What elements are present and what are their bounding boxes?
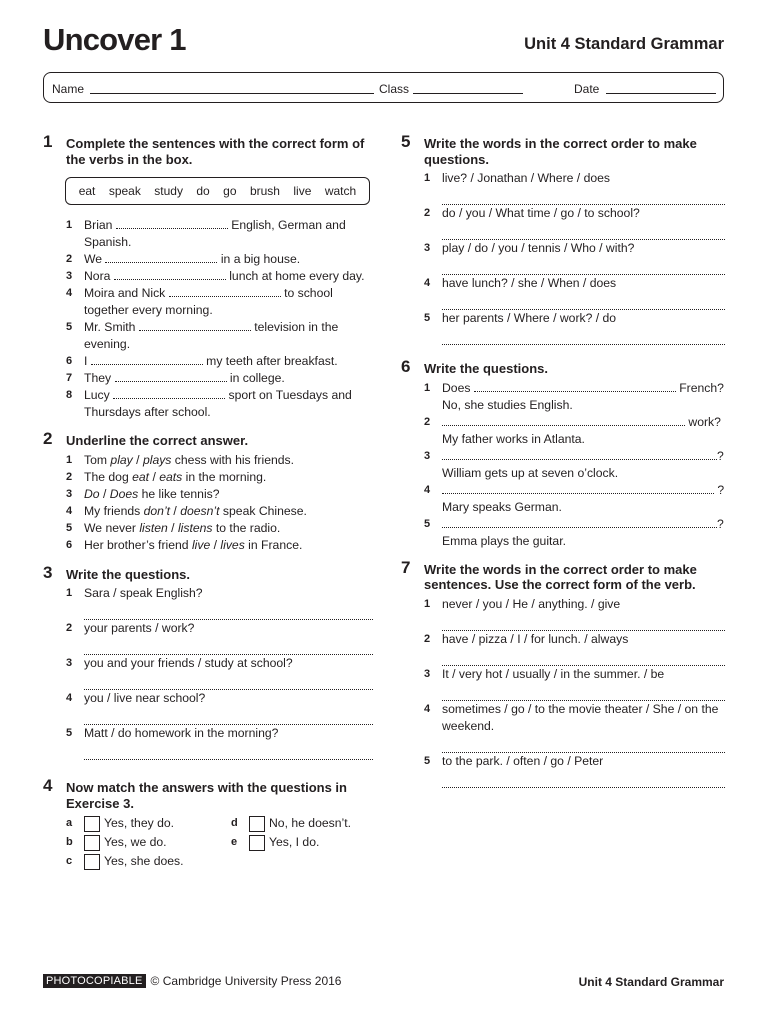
option-text: Yes, they do. [104, 816, 175, 830]
item-text: he like tennis? [138, 486, 220, 501]
item-text: Her brother’s friend [84, 537, 192, 552]
list-item [66, 251, 373, 268]
unit-title: Unit 4 Standard Grammar [524, 35, 724, 53]
answer-blank[interactable] [442, 519, 717, 528]
item-start: Lucy [84, 388, 110, 402]
list-item [424, 631, 725, 666]
answer-blank[interactable] [113, 390, 225, 399]
answer-checkbox[interactable] [249, 816, 265, 832]
list-item [424, 701, 725, 753]
exercise-instruction: Write the questions. [66, 566, 190, 582]
item-end: ? [717, 516, 724, 531]
item-end: television in the evening. [84, 320, 339, 351]
item-start: Mr. Smith [84, 320, 136, 334]
item-number: 3 [66, 657, 73, 669]
footer-unit-title: Unit 4 Standard Grammar [578, 975, 724, 989]
list-item [66, 387, 373, 421]
item-prompt: your parents / work? [84, 621, 195, 635]
answer-line[interactable] [442, 613, 725, 631]
item-number: 1 [66, 453, 73, 466]
answer-line[interactable] [442, 735, 725, 753]
item-number: 3 [424, 667, 431, 680]
item-text: in France. [244, 537, 303, 552]
list-item [66, 268, 373, 285]
exercise-number: 1 [43, 132, 53, 151]
given-answer: My father works in Atlanta. [442, 431, 585, 446]
answer-blank[interactable] [442, 417, 685, 426]
item-text: The dog [84, 469, 133, 484]
list-item [66, 690, 373, 725]
word: study [154, 184, 183, 198]
answer-blank[interactable] [139, 322, 251, 331]
item-text: in the morning. [182, 469, 267, 484]
list-item [66, 585, 373, 620]
list-item [424, 414, 725, 448]
item-number: 1 [424, 597, 431, 610]
item-number: 3 [424, 449, 431, 462]
answer-line[interactable] [442, 257, 725, 275]
item-number: 5 [424, 517, 431, 530]
list-item [66, 353, 373, 370]
right-column [401, 132, 725, 788]
item-number: 2 [66, 622, 73, 634]
list-item: 5 We never listen / listens to the radio. [66, 520, 281, 535]
exercise-number: 7 [401, 557, 411, 577]
option-text: Yes, I do. [269, 835, 320, 849]
list-item [66, 217, 373, 251]
item-prompt: sometimes / go / to the movie theater / She / on the weekend. [442, 701, 719, 733]
answer-line[interactable] [84, 602, 373, 620]
item-end: work? [688, 414, 721, 429]
item-prompt: have lunch? / she / When / does [442, 276, 617, 290]
item-start: Moira and Nick [84, 286, 166, 300]
word: do [196, 184, 210, 198]
logo: Uncover 1 [43, 22, 186, 57]
item-end: English, German and Spanish. [84, 218, 346, 249]
item-end: French? [679, 380, 724, 395]
item-number: 4 [66, 287, 73, 299]
item-start: Brian [84, 218, 113, 232]
exercise-5 [401, 132, 725, 345]
item-number: 7 [66, 372, 73, 384]
item-prompt: It / very hot / usually / in the summer. / be [442, 666, 665, 681]
exercise-instruction: Write the words in the correct order to make sentences. Use the correct form of the verb. [424, 561, 697, 592]
item-start: Nora [84, 269, 111, 283]
item-end: sport on Tuesdays and Thursdays after school. [84, 388, 352, 419]
item-number: 5 [424, 754, 431, 767]
item-list [66, 217, 373, 421]
exercise-2 [43, 429, 373, 554]
option-letter: e [231, 836, 238, 848]
list-item [424, 275, 725, 310]
answer-blank[interactable] [442, 485, 714, 494]
item-number: 2 [424, 207, 431, 219]
item-prompt: you and your friends / study at school? [84, 656, 293, 670]
option-a[interactable]: listen [139, 520, 168, 535]
exercise-instruction: Now match the answers with the questions in Exercise 3. [66, 780, 347, 811]
item-start: They [84, 371, 112, 385]
item-number: 5 [424, 312, 431, 324]
photocopiable-badge: PHOTOCOPIABLE [43, 974, 146, 988]
exercise-6 [401, 357, 725, 550]
answer-blank[interactable] [474, 383, 676, 392]
item-list [424, 170, 725, 345]
item-number: 1 [424, 381, 431, 394]
list-item [66, 319, 373, 353]
item-prompt: have / pizza / I / for lunch. / always [442, 631, 629, 646]
item-number: 2 [66, 470, 73, 483]
option-b[interactable]: plays [142, 452, 172, 467]
list-item [424, 205, 725, 240]
option-letter: d [231, 817, 238, 829]
item-number: 3 [66, 270, 73, 282]
class-field[interactable] [413, 93, 523, 94]
item-number: 3 [66, 487, 73, 500]
option-a[interactable]: eat [132, 469, 150, 484]
answer-line[interactable] [84, 707, 373, 725]
list-item [424, 753, 725, 788]
list-item: 6 Her brother’s friend live / lives in France. [66, 537, 303, 552]
exercise-7 [401, 557, 725, 788]
option-text: Yes, we do. [104, 835, 167, 849]
answer-line[interactable] [442, 683, 725, 701]
answer-blank[interactable] [116, 220, 228, 229]
option-a[interactable]: play [110, 452, 133, 467]
word: go [223, 184, 237, 198]
list-item [66, 655, 373, 690]
answer-checkbox[interactable] [84, 854, 100, 870]
option-text: Yes, she does. [104, 854, 184, 868]
list-item [66, 725, 373, 760]
word-box [65, 177, 370, 205]
answer-blank[interactable] [91, 356, 203, 365]
list-item [424, 448, 725, 482]
item-prompt: live? / Jonathan / Where / does [442, 171, 611, 185]
exercise-number: 2 [43, 429, 53, 448]
match-option [231, 815, 381, 832]
item-number: 1 [66, 219, 73, 231]
item-number: 4 [66, 692, 73, 704]
list-item: 2 The dog eat / eats in the morning. [66, 469, 267, 484]
option-text: No, he doesn’t. [269, 816, 351, 830]
match-option [66, 834, 231, 851]
date-label: Date [574, 82, 600, 96]
option-a[interactable]: Do [84, 486, 100, 501]
answer-line[interactable] [84, 672, 373, 690]
item-start: Does [442, 380, 471, 395]
answer-checkbox[interactable] [84, 816, 100, 832]
answer-line[interactable] [84, 637, 373, 655]
answer-line[interactable] [442, 222, 725, 240]
option-b[interactable]: listens [177, 520, 213, 535]
item-start: I [84, 354, 88, 368]
exercise-instruction: Complete the sentences with the correct form of the verbs in the box. [66, 136, 365, 167]
item-list [424, 596, 725, 788]
option-a[interactable]: don’t [143, 503, 171, 518]
item-prompt: do / you / What time / go / to school? [442, 206, 640, 220]
item-list [66, 585, 373, 760]
name-label: Name [52, 82, 85, 96]
name-field[interactable] [90, 93, 374, 94]
student-info-bar [43, 72, 724, 103]
item-prompt: never / you / He / anything. / give [442, 596, 621, 611]
exercise-number: 5 [401, 132, 411, 151]
date-field[interactable] [606, 93, 716, 94]
item-number: 2 [424, 632, 431, 645]
item-number: 6 [66, 538, 73, 551]
list-item: 3 Do / Does he like tennis? [66, 486, 220, 501]
item-end: to school together every morning. [84, 286, 333, 317]
item-text: to the radio. [212, 520, 281, 535]
item-number: 1 [66, 587, 73, 599]
item-end: ? [717, 448, 724, 463]
item-text: speak Chinese. [219, 503, 307, 518]
exercise-instruction: Write the words in the correct order to make questions. [424, 136, 697, 167]
list-item [424, 482, 725, 516]
answer-line[interactable] [84, 742, 373, 760]
answer-checkbox[interactable] [249, 835, 265, 851]
copyright: © Cambridge University Press 2016 [150, 974, 342, 988]
item-number: 5 [66, 521, 73, 534]
option-a[interactable]: live [191, 537, 211, 552]
answer-blank[interactable] [442, 451, 717, 460]
item-prompt: Sara / speak English? [84, 586, 203, 600]
exercise-1 [43, 132, 373, 421]
match-option [66, 815, 231, 832]
item-number: 4 [424, 483, 431, 496]
item-text: We never [84, 520, 140, 535]
word: speak [108, 184, 141, 198]
item-text: chess with his friends. [171, 452, 295, 467]
exercise-4 [43, 776, 373, 870]
item-number: 5 [66, 321, 73, 333]
exercise-instruction: Underline the correct answer. [66, 433, 249, 448]
list-item [424, 380, 725, 414]
option-b[interactable]: lives [220, 537, 245, 552]
answer-blank[interactable] [114, 271, 226, 280]
word: eat [78, 184, 96, 198]
answer-line[interactable] [442, 648, 725, 666]
item-prompt: her parents / Where / work? / do [442, 311, 617, 325]
given-answer: Mary speaks German. [442, 499, 562, 514]
list-item [66, 620, 373, 655]
answer-blank[interactable] [169, 288, 281, 297]
answer-line[interactable] [442, 770, 725, 788]
given-answer: No, she studies English. [442, 397, 573, 412]
item-number: 4 [424, 277, 431, 289]
exercise-3 [43, 562, 373, 761]
option-letter: a [66, 817, 73, 829]
item-number: 8 [66, 389, 73, 401]
option-letter: b [66, 836, 73, 848]
list-item [66, 370, 373, 387]
item-number: 2 [424, 415, 431, 428]
exercise-number: 6 [401, 357, 411, 376]
item-prompt: Matt / do homework in the morning? [84, 726, 279, 740]
option-b[interactable]: Does [109, 486, 139, 501]
item-number: 2 [66, 253, 73, 265]
exercise-number: 3 [43, 562, 53, 582]
left-column [43, 132, 373, 870]
item-number: 1 [424, 172, 431, 184]
item-end: in college. [229, 371, 285, 385]
item-end: my teeth after breakfast. [206, 354, 338, 368]
item-end: lunch at home every day. [229, 269, 365, 283]
exercise-instruction: Write the questions. [424, 361, 548, 376]
exercise-number: 4 [43, 776, 53, 795]
item-number: 3 [424, 242, 431, 254]
match-grid [66, 815, 373, 870]
item-text: Tom [84, 452, 111, 467]
match-option [66, 853, 231, 870]
list-item [424, 240, 725, 275]
word: brush [249, 184, 280, 198]
list-item: 4 My friends don’t / doesn’t speak Chinese. [66, 503, 307, 518]
list-item: 1 Tom play / plays chess with his friends. [66, 452, 295, 467]
option-b[interactable]: doesn’t [180, 503, 220, 518]
answer-line[interactable] [442, 327, 725, 345]
answer-blank[interactable] [115, 373, 227, 382]
item-list [424, 380, 725, 550]
answer-checkbox[interactable] [84, 835, 100, 851]
item-list [66, 452, 373, 554]
answer-line[interactable] [442, 187, 725, 205]
list-item [424, 310, 725, 345]
word: live [293, 184, 312, 198]
item-start: We [84, 252, 103, 266]
item-number: 5 [66, 727, 73, 739]
item-text: My friends [84, 503, 144, 518]
answer-blank[interactable] [105, 254, 217, 263]
item-number: 6 [66, 355, 73, 367]
list-item [424, 666, 725, 701]
word: watch [324, 184, 357, 198]
given-answer: Emma plays the guitar. [442, 533, 566, 548]
footer-left [43, 974, 341, 988]
item-number: 4 [66, 504, 73, 517]
item-end: ? [717, 482, 725, 497]
option-b[interactable]: eats [159, 469, 183, 484]
given-answer: William gets up at seven o’clock. [442, 465, 619, 480]
item-end: in a big house. [220, 252, 301, 266]
list-item [424, 170, 725, 205]
item-prompt: play / do / you / tennis / Who / with? [442, 241, 635, 255]
match-option [231, 834, 381, 851]
answer-line[interactable] [442, 292, 725, 310]
item-prompt: to the park. / often / go / Peter [442, 753, 604, 768]
item-number: 4 [424, 702, 431, 715]
item-prompt: you / live near school? [84, 691, 206, 705]
class-label: Class [379, 82, 410, 96]
list-item [424, 596, 725, 631]
list-item [66, 285, 373, 319]
list-item [424, 516, 725, 550]
option-letter: c [66, 855, 73, 867]
